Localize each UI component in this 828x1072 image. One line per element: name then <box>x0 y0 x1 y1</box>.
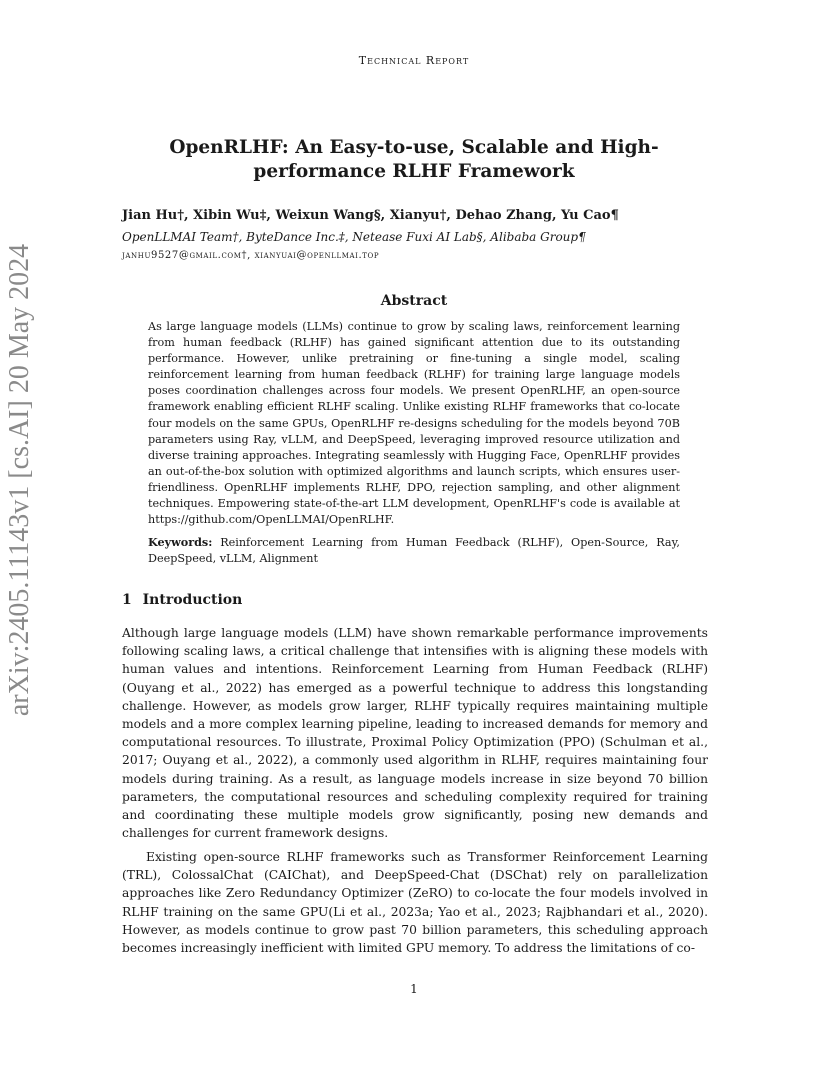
abstract-heading: Abstract <box>380 293 448 309</box>
affiliations: OpenLLMAI Team†, ByteDance Inc.‡, Netease Fuxi AI Lab§, Alibaba Group¶ <box>122 230 586 244</box>
keywords-label: Keywords: <box>148 535 213 549</box>
section-heading <box>122 592 242 608</box>
section-number: 1 <box>122 592 132 608</box>
keywords <box>148 534 680 567</box>
abstract-text: As large language models (LLMs) continue to grow by scaling laws, reinforcement learning from human feedback (RLHF) has gained significant attention due to its outstanding performance. However, unlike pretraining or fine-tuning a single model, scaling reinforcement learning from human feedback (RLHF) for training large language models poses coordination challenges across four models. We present OpenRLHF, an open-source framework enabling efficient RLHF scaling. Unlike existing RLHF frameworks that co-locate four models on the same GPUs, OpenRLHF re-designs scheduling for the models beyond 70B parameters using Ray, vLLM, and DeepSpeed, leveraging improved resource utilization and diverse training approaches. Integrating seamlessly with Hugging Face, OpenRLHF provides an out-of-the-box solution with optimized algorithms and launch scripts, which ensures user-friendliness. OpenRLHF implements RLHF, DPO, rejection sampling, and other alignment techniques. Empowering state-of-the-art LLM development, OpenRLHF's code is available at https://github.com/OpenLLMAI/OpenRLHF. <box>148 320 680 527</box>
paper-title: OpenRLHF: An Easy-to-use, Scalable and High-performance RLHF Framework <box>169 137 659 182</box>
intro-paragraph-1: Although large language models (LLM) have shown remarkable performance improvements following scaling laws, a critical challenge that intensifies with is aligning these models with human values and intentions. Reinforcement Learning from Human Feedback (RLHF) (Ouyang et al., 2022) has emerged as a powerful technique to address this longstanding challenge. However, as models grow larger, RLHF typically requires maintaining multiple models and a more complex learning pipeline, leading to increased demands for memory and computational resources. To illustrate, Proximal Policy Optimization (PPO) (Schulman et al., 2017; Ouyang et al., 2022), a commonly used algorithm in RLHF, requires maintaining four models during training. As a result, as language models increase in size beyond 70 billion parameters, the computational resources and scheduling complexity required for training and coordinating these multiple models grow significantly, posing new demands and challenges for current framework designs. <box>122 626 708 841</box>
arxiv-identifier-text: arXiv:2405.11143v1 [cs.AI] 20 May 2024 <box>4 243 35 717</box>
section-title: Introduction <box>142 592 243 608</box>
keywords-text: Reinforcement Learning from Human Feedback (RLHF), Open-Source, Ray, DeepSpeed, vLLM, Alignment <box>148 536 680 566</box>
page-number: 1 <box>410 982 418 996</box>
intro-paragraph-2: Existing open-source RLHF frameworks such as Transformer Reinforcement Learning (TRL), ColossalChat (CAIChat), and DeepSpeed-Chat (DSChat) rely on parallelization approaches like Zero Redundancy Optimizer (ZeRO) to co-locate the four models involved in RLHF training on the same GPU(Li et al., 2023a; Yao et al., 2023; Rajbhandari et al., 2020). However, as models continue to grow past 70 billion parameters, this scheduling approach becomes increasingly inefficient with limited GPU memory. To address the limitations of co- <box>122 850 708 956</box>
running-header: Technical Report <box>358 54 470 67</box>
author-list: Jian Hu†, Xibin Wu‡, Weixun Wang§, Xianyu†, Dehao Zhang, Yu Cao¶ <box>122 208 619 223</box>
contact-emails: janhu9527@gmail.com†, xianyuai@openllmai.top <box>122 250 380 261</box>
